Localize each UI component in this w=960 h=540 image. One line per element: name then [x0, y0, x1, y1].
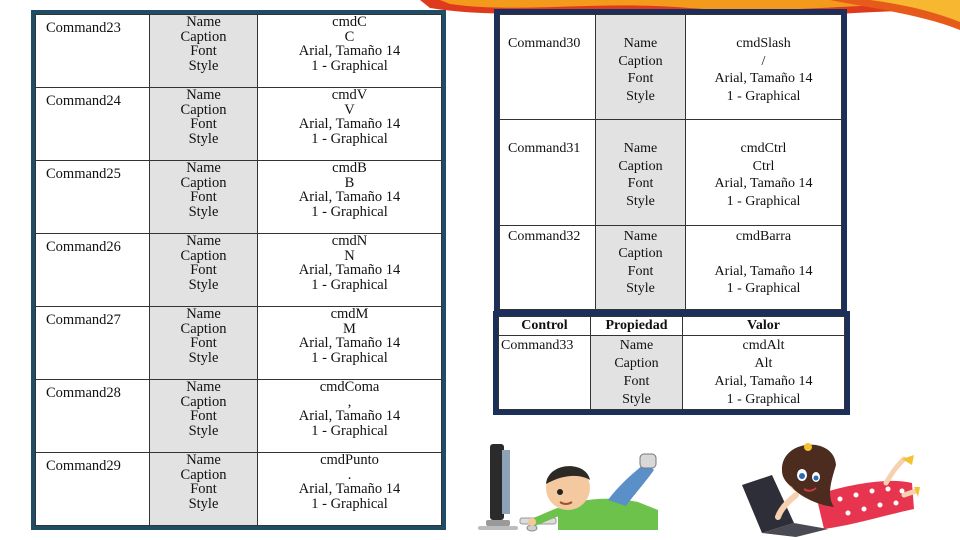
value-caption: .	[347, 466, 352, 483]
boy-computer-illustration	[468, 440, 668, 538]
value-caption: M	[343, 320, 356, 337]
value-cell	[686, 15, 842, 120]
property-caption: Caption	[180, 393, 227, 410]
property-name: Name	[186, 14, 221, 30]
value-cell	[258, 234, 442, 307]
value-font: Arial, Tamaño 14	[714, 374, 813, 389]
table-row	[500, 15, 842, 120]
table-row	[500, 225, 842, 309]
property-font: Font	[190, 408, 217, 424]
value-font: Arial, Tamaño 14	[714, 176, 813, 192]
value-cell	[258, 453, 442, 526]
value-style: 1 - Graphical	[311, 276, 388, 293]
property-style: Style	[626, 193, 655, 209]
property-cell	[150, 161, 258, 234]
property-style: Style	[188, 203, 219, 220]
table-header-row	[499, 317, 845, 336]
value-name: cmdB	[332, 160, 367, 176]
property-style: Style	[188, 130, 219, 147]
property-style: Style	[188, 495, 219, 512]
value-cell	[686, 120, 842, 225]
table-row	[499, 336, 845, 410]
value-font: Arial, Tamaño 14	[298, 43, 401, 59]
table-row	[36, 380, 442, 453]
value-caption: C	[344, 28, 355, 45]
property-cell	[150, 307, 258, 380]
value-name: cmdC	[332, 14, 367, 30]
property-cell	[596, 120, 686, 225]
control-cell: Command26	[36, 234, 150, 307]
property-font: Font	[627, 71, 654, 86]
property-font: Font	[190, 43, 217, 59]
value-caption: Ctrl	[752, 158, 775, 174]
property-cell	[150, 380, 258, 453]
property-style: Style	[188, 422, 219, 439]
value-caption: /	[761, 53, 766, 69]
property-font: Font	[190, 262, 217, 278]
value-caption: N	[344, 247, 355, 264]
value-font: Arial, Tamaño 14	[298, 335, 401, 351]
table-row	[36, 161, 442, 234]
property-caption: Caption	[180, 174, 227, 191]
property-cell	[596, 225, 686, 309]
property-caption: Caption	[618, 246, 663, 262]
header-control: Control	[499, 317, 591, 336]
property-cell	[150, 234, 258, 307]
value-cell	[258, 307, 442, 380]
property-name: Name	[623, 228, 658, 244]
control-cell: Command23	[36, 15, 150, 88]
property-name: Name	[623, 36, 658, 51]
value-style: 1 - Graphical	[311, 422, 388, 439]
value-caption: V	[344, 101, 355, 118]
property-font: Font	[190, 116, 217, 132]
property-name: Name	[186, 452, 221, 468]
value-name: cmdN	[331, 233, 368, 249]
table-row	[36, 15, 442, 88]
value-name: cmdV	[331, 87, 368, 103]
property-font: Font	[190, 189, 217, 205]
value-cell	[258, 88, 442, 161]
value-font: Arial, Tamaño 14	[298, 408, 401, 424]
property-font: Font	[190, 335, 217, 351]
value-name: cmdComa	[319, 379, 380, 395]
value-style: 1 - Graphical	[311, 57, 388, 74]
value-name: cmdAlt	[742, 338, 785, 353]
control-cell: Command27	[36, 307, 150, 380]
value-caption: B	[344, 174, 355, 191]
property-cell	[150, 15, 258, 88]
value-style: 1 - Graphical	[311, 203, 388, 220]
value-cell	[258, 161, 442, 234]
value-cell	[686, 225, 842, 309]
table-row	[500, 120, 842, 225]
value-style: 1 - Graphical	[726, 193, 801, 209]
value-name: cmdCtrl	[740, 141, 787, 157]
property-style: Style	[622, 392, 651, 407]
control-cell: Command33	[499, 336, 591, 410]
property-caption: Caption	[180, 320, 227, 337]
value-cell	[258, 15, 442, 88]
property-caption: Caption	[618, 53, 663, 69]
property-style: Style	[188, 57, 219, 74]
value-style: 1 - Graphical	[726, 281, 801, 297]
control-cell: Command30	[500, 15, 596, 120]
property-name: Name	[186, 306, 221, 322]
control-cell: Command24	[36, 88, 150, 161]
value-name: cmdSlash	[736, 36, 791, 51]
property-style: Style	[188, 276, 219, 293]
property-name: Name	[623, 141, 658, 157]
value-style: 1 - Graphical	[311, 349, 388, 366]
property-style: Style	[626, 281, 655, 297]
value-font: Arial, Tamaño 14	[298, 262, 401, 278]
left-properties-table	[31, 10, 446, 530]
property-caption: Caption	[614, 356, 659, 371]
property-cell	[591, 336, 683, 410]
property-cell	[596, 15, 686, 120]
header-valor: Valor	[683, 317, 845, 336]
value-font: Arial, Tamaño 14	[714, 263, 813, 279]
property-caption: Caption	[180, 247, 227, 264]
value-font: Arial, Tamaño 14	[298, 116, 401, 132]
property-caption: Caption	[180, 101, 227, 118]
property-name: Name	[186, 87, 221, 103]
property-name: Name	[186, 160, 221, 176]
property-name: Name	[186, 233, 221, 249]
girl-laptop-illustration	[736, 425, 920, 538]
value-font: Arial, Tamaño 14	[298, 189, 401, 205]
value-caption: ,	[347, 393, 352, 410]
value-caption	[686, 245, 841, 263]
table-row	[36, 234, 442, 307]
control-cell: Command31	[500, 120, 596, 225]
property-cell	[150, 453, 258, 526]
property-font: Font	[627, 263, 654, 279]
control-cell: Command32	[500, 225, 596, 309]
property-caption: Caption	[180, 28, 227, 45]
control-cell: Command25	[36, 161, 150, 234]
value-cell	[683, 336, 845, 410]
value-style: 1 - Graphical	[726, 392, 801, 407]
table-row	[36, 88, 442, 161]
value-name: cmdPunto	[320, 452, 379, 468]
property-style: Style	[626, 88, 655, 104]
table-row	[36, 307, 442, 380]
control-cell: Command29	[36, 453, 150, 526]
value-name: cmdBarra	[735, 228, 792, 244]
table-row	[36, 453, 442, 526]
property-caption: Caption	[180, 466, 227, 483]
value-name: cmdM	[330, 306, 369, 322]
header-propiedad: Propiedad	[591, 317, 683, 336]
property-font: Font	[627, 176, 654, 192]
right-top-properties-table	[494, 9, 847, 315]
control-cell: Command28	[36, 380, 150, 453]
property-name: Name	[619, 338, 654, 353]
property-cell	[150, 88, 258, 161]
right-bottom-properties-table	[493, 311, 850, 415]
property-font: Font	[623, 374, 650, 389]
property-font: Font	[190, 481, 217, 497]
value-font: Arial, Tamaño 14	[298, 481, 401, 497]
value-cell	[258, 380, 442, 453]
property-style: Style	[188, 349, 219, 366]
property-name: Name	[186, 379, 221, 395]
value-font: Arial, Tamaño 14	[714, 71, 813, 86]
value-caption: Alt	[754, 356, 773, 371]
value-style: 1 - Graphical	[311, 495, 388, 512]
value-style: 1 - Graphical	[311, 130, 388, 147]
value-style: 1 - Graphical	[726, 88, 801, 104]
property-caption: Caption	[618, 158, 663, 174]
